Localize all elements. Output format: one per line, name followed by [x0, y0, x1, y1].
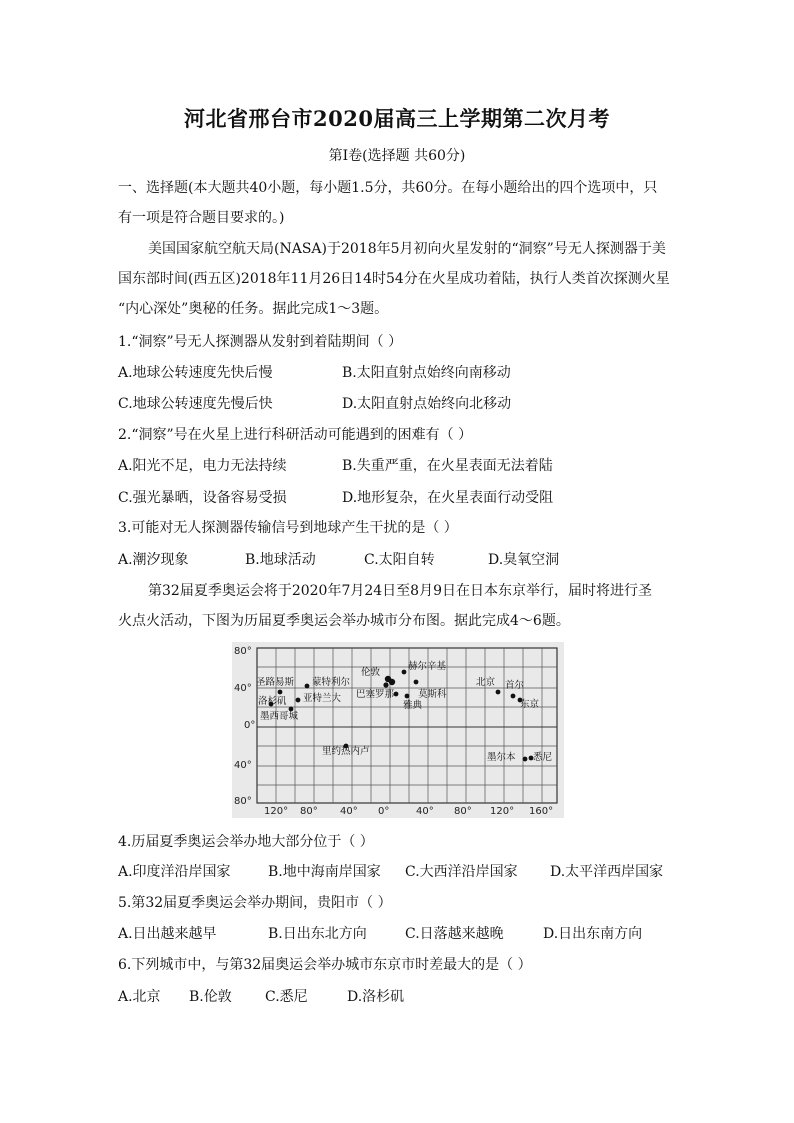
city-dot	[296, 698, 301, 703]
q3-option-a: A.潮汐现象	[118, 552, 189, 568]
section-instruction-line: 一、选择题(本大题共40小题，每小题1.5分，共60分。在每小题给出的四个选项中，只	[118, 180, 658, 196]
q6-option-d: D.洛杉矶	[347, 989, 405, 1005]
q2-option-d: D.地形复杂，在火星表面行动受阻	[342, 490, 554, 506]
city-label-tokyo: 东京	[520, 699, 540, 710]
q5-option-b: B.日出东北方向	[268, 926, 367, 942]
lat-label: 80°	[234, 796, 252, 807]
city-label-rio: 里约热内卢	[322, 746, 370, 757]
city-label-st-louis: 圣路易斯	[256, 677, 295, 688]
passage-line: 国东部时间(西五区)2018年11月26日14时54分在火星成功着陆，执行人类首次探测火星	[118, 271, 670, 287]
q2-option-a: A.阳光不足，电力无法持续	[118, 458, 287, 474]
q4-option-d: D.太平洋西岸国家	[550, 864, 664, 880]
q5-option-d: D.日出东南方向	[543, 926, 643, 942]
lat-label: 40°	[234, 760, 252, 771]
q5-option-c: C.日落越来越晚	[405, 926, 504, 942]
section-instruction-line: 有一项是符合题目要求的。)	[118, 210, 285, 226]
lon-label: 160°	[529, 806, 554, 817]
question-5-stem: 5.第32届夏季奥运会举办期间，贵阳市（ ）	[118, 895, 392, 911]
city-label-beijing: 北京	[476, 677, 496, 688]
lon-label: 80°	[300, 806, 318, 817]
passage-line: 第32届夏季奥运会将于2020年7月24日至8月9日在日本东京举行，届时将进行圣	[148, 583, 652, 599]
q2-option-b: B.失重严重，在火星表面无法着陆	[342, 458, 553, 474]
city-label-moscow: 莫斯科	[418, 689, 447, 700]
q3-option-d: D.臭氧空洞	[488, 552, 560, 568]
question-3-stem: 3.可能对无人探测器传输信号到地球产生干扰的是（ ）	[118, 520, 458, 536]
passage-line: 火点火活动，下图为历届夏季奥运会举办城市分布图。据此完成4～6题。	[118, 613, 570, 629]
city-label-athens: 雅典	[403, 700, 423, 711]
city-label-seoul: 首尔	[505, 680, 525, 691]
city-dot	[305, 684, 310, 689]
lon-label: 120°	[264, 806, 289, 817]
lat-label: 40°	[234, 683, 252, 694]
lon-label: 80°	[454, 806, 472, 817]
city-label-london: 伦敦	[361, 667, 381, 678]
question-4-stem: 4.历届夏季奥运会举办地大部分位于（ ）	[118, 834, 374, 850]
q6-option-a: A.北京	[118, 989, 161, 1005]
q1-option-b: B.太阳直射点始终向南移动	[342, 365, 511, 381]
city-dot	[394, 692, 399, 697]
q1-option-c: C.地球公转速度先慢后快	[118, 396, 273, 412]
lat-label: 80°	[234, 646, 252, 657]
lon-label: 0°	[378, 806, 390, 817]
city-label-mexico-city: 墨西哥城	[260, 711, 299, 722]
q1-option-a: A.地球公转速度先快后慢	[118, 365, 273, 381]
question-1-stem: 1.“洞察”号无人探测器从发射到着陆期间（ ）	[118, 334, 403, 350]
passage-line: 美国国家航空航天局(NASA)于2018年5月初向火星发射的“洞察”号无人探测器于美	[148, 241, 666, 257]
q4-option-a: A.印度洋沿岸国家	[118, 864, 231, 880]
city-dot	[511, 694, 516, 699]
q3-option-c: C.太阳自转	[364, 552, 435, 568]
q3-option-b: B.地球活动	[245, 552, 316, 568]
q6-option-c: C.悉尼	[265, 989, 308, 1005]
q5-option-a: A.日出越来越早	[118, 926, 217, 942]
lon-label: 120°	[490, 806, 515, 817]
question-2-stem: 2.“洞察”号在火星上进行科研活动可能遇到的困难有（ ）	[118, 427, 473, 443]
city-label-atlanta: 亚特兰大	[303, 693, 342, 704]
q1-option-d: D.太阳直射点始终向北移动	[342, 396, 512, 412]
lat-label: 0°	[244, 720, 256, 731]
city-dot	[496, 690, 501, 695]
q6-option-b: B.伦敦	[189, 989, 232, 1005]
map-background	[232, 642, 564, 818]
city-label-los-angeles: 洛杉矶	[258, 696, 287, 707]
city-dot	[414, 680, 419, 685]
city-label-montreal: 蒙特利尔	[312, 677, 351, 688]
q4-option-c: C.大西洋沿岸国家	[405, 864, 518, 880]
q4-option-b: B.地中海南岸国家	[268, 864, 381, 880]
city-dot	[389, 679, 395, 685]
city-dot	[383, 682, 388, 687]
question-6-stem: 6.下列城市中，与第32届奥运会举办城市东京市时差最大的是（ ）	[118, 957, 532, 973]
lon-label: 40°	[416, 806, 434, 817]
city-label-helsinki: 赫尔辛基	[408, 661, 447, 672]
q2-option-c: C.强光暴晒，设备容易受损	[118, 490, 287, 506]
page-title: 河北省邢台市2020届高三上学期第二次月考	[184, 106, 610, 131]
city-dot	[405, 694, 410, 699]
city-label-melbourne: 墨尔本	[487, 752, 516, 763]
lon-label: 40°	[340, 806, 358, 817]
city-dot	[278, 690, 283, 695]
passage-line: “内心深处”奥秘的任务。据此完成1～3题。	[118, 301, 389, 317]
city-dot	[523, 757, 528, 762]
section-subtitle: 第Ⅰ卷(选择题 共60分)	[328, 148, 466, 164]
city-dot	[402, 670, 407, 675]
city-label-sydney: 悉尼	[533, 752, 553, 763]
olympic-host-city-map	[232, 642, 564, 818]
city-label-barcelona: 巴塞罗那	[356, 689, 395, 700]
